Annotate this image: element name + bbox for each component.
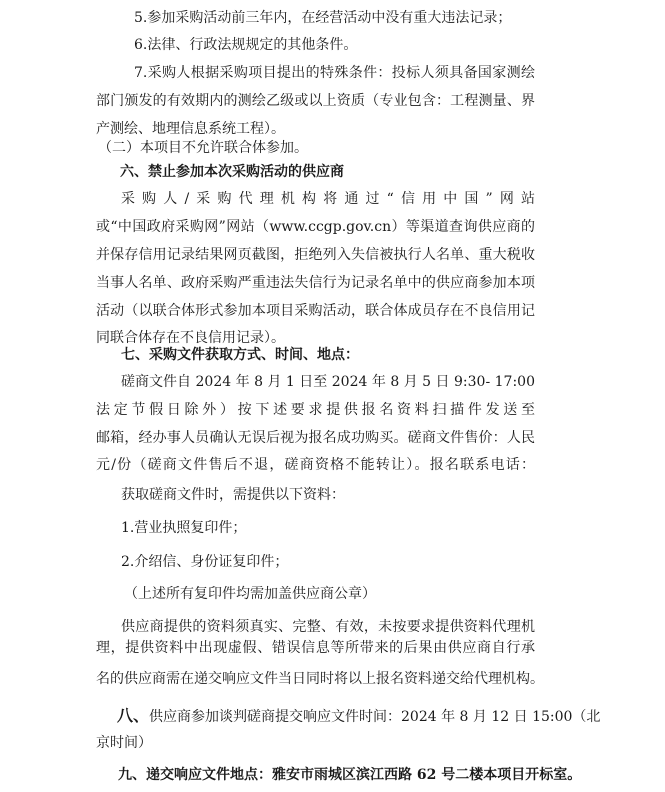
section-9-heading: 九、递交响应文件地点：雅安市雨城区滨江西路 62 号二楼本项目开标室。	[118, 767, 582, 783]
section-6-para: 同联合体存在不良信用记录）。	[96, 330, 285, 346]
condition-7-end: 产测绘、地理信息系统工程）。	[96, 121, 285, 137]
condition-7: 7.采购人根据采购项目提出的特殊条件：投标人须具备国家测绘	[134, 65, 535, 81]
condition-7-cont: 部门颁发的有效期内的测绘乙级或以上资质（专业包含：工程测量、界	[96, 93, 535, 109]
section-6-para: 活动（以联合体形式参加本项目采购活动，联合体成员存在不良信用记	[96, 303, 535, 319]
materials-intro: 获取磋商文件时，需提供以下资料：	[121, 487, 345, 503]
condition-6: 6.法律、行政法规规定的其他条件。	[134, 37, 358, 53]
section-7-heading: 七、采购文件获取方式、时间、地点：	[121, 347, 359, 363]
materials-note: （上述所有复印件均需加盖供应商公章）	[124, 586, 376, 602]
section-8-cont: 京时间）	[96, 735, 152, 751]
section-7-para: 磋商文件自 2024 年 8 月 1 日至 2024 年 8 月 5 日 9:30- 17:00	[121, 374, 535, 390]
supplier-para: 供应商提供的资料须真实、完整、有效，未按要求提供资料代理机	[121, 619, 535, 635]
supplier-para: 理，提供资料中出现虚假、错误信息等所带来的后果由供应商自行承	[96, 640, 535, 656]
material-item-1: 1.营业执照复印件；	[121, 520, 247, 536]
section-6-para: 或“中国政府采购网”网站（www.ccgp.gov.cn）等渠道查询供应商的	[96, 219, 535, 235]
section-7-para: 邮箱，经办事人员确认无误后视为报名成功购买。磋商文件售价：人民	[96, 430, 535, 446]
section-8-label: 八、	[117, 706, 150, 725]
consortium-note: （二）本项目不允许联合体参加。	[98, 140, 308, 156]
section-8-heading	[117, 707, 600, 726]
section-6-para: 当事人名单、政府采购严重违法失信行为记录名单中的供应商参加本项	[96, 275, 535, 291]
section-6-heading: 六、禁止参加本次采购活动的供应商	[120, 164, 344, 180]
material-item-2: 2.介绍信、身份证复印件；	[121, 554, 289, 570]
section-8-text: 供应商参加谈判磋商提交响应文件时间：2024 年 8 月 12 日 15:00（北	[149, 709, 601, 725]
condition-5: 5.参加采购活动前三年内，在经营活动中没有重大违法记录；	[134, 10, 512, 26]
section-6-para: 并保存信用记录结果网页截图，拒绝列入失信被执行人名单、重大税收	[96, 247, 535, 263]
section-6-para: 采购人/采购代理机构将通过“信用中国”网站	[121, 191, 535, 207]
section-7-para: 法定节假日除外）按下述要求提供报名资料扫描件发送至	[96, 402, 535, 418]
section-7-para: 元/份（磋商文件售后不退，磋商资格不能转让）。报名联系电话：	[96, 457, 535, 473]
supplier-para: 名的供应商需在递交响应文件当日同时将以上报名资料递交给代理机构。	[96, 671, 544, 687]
